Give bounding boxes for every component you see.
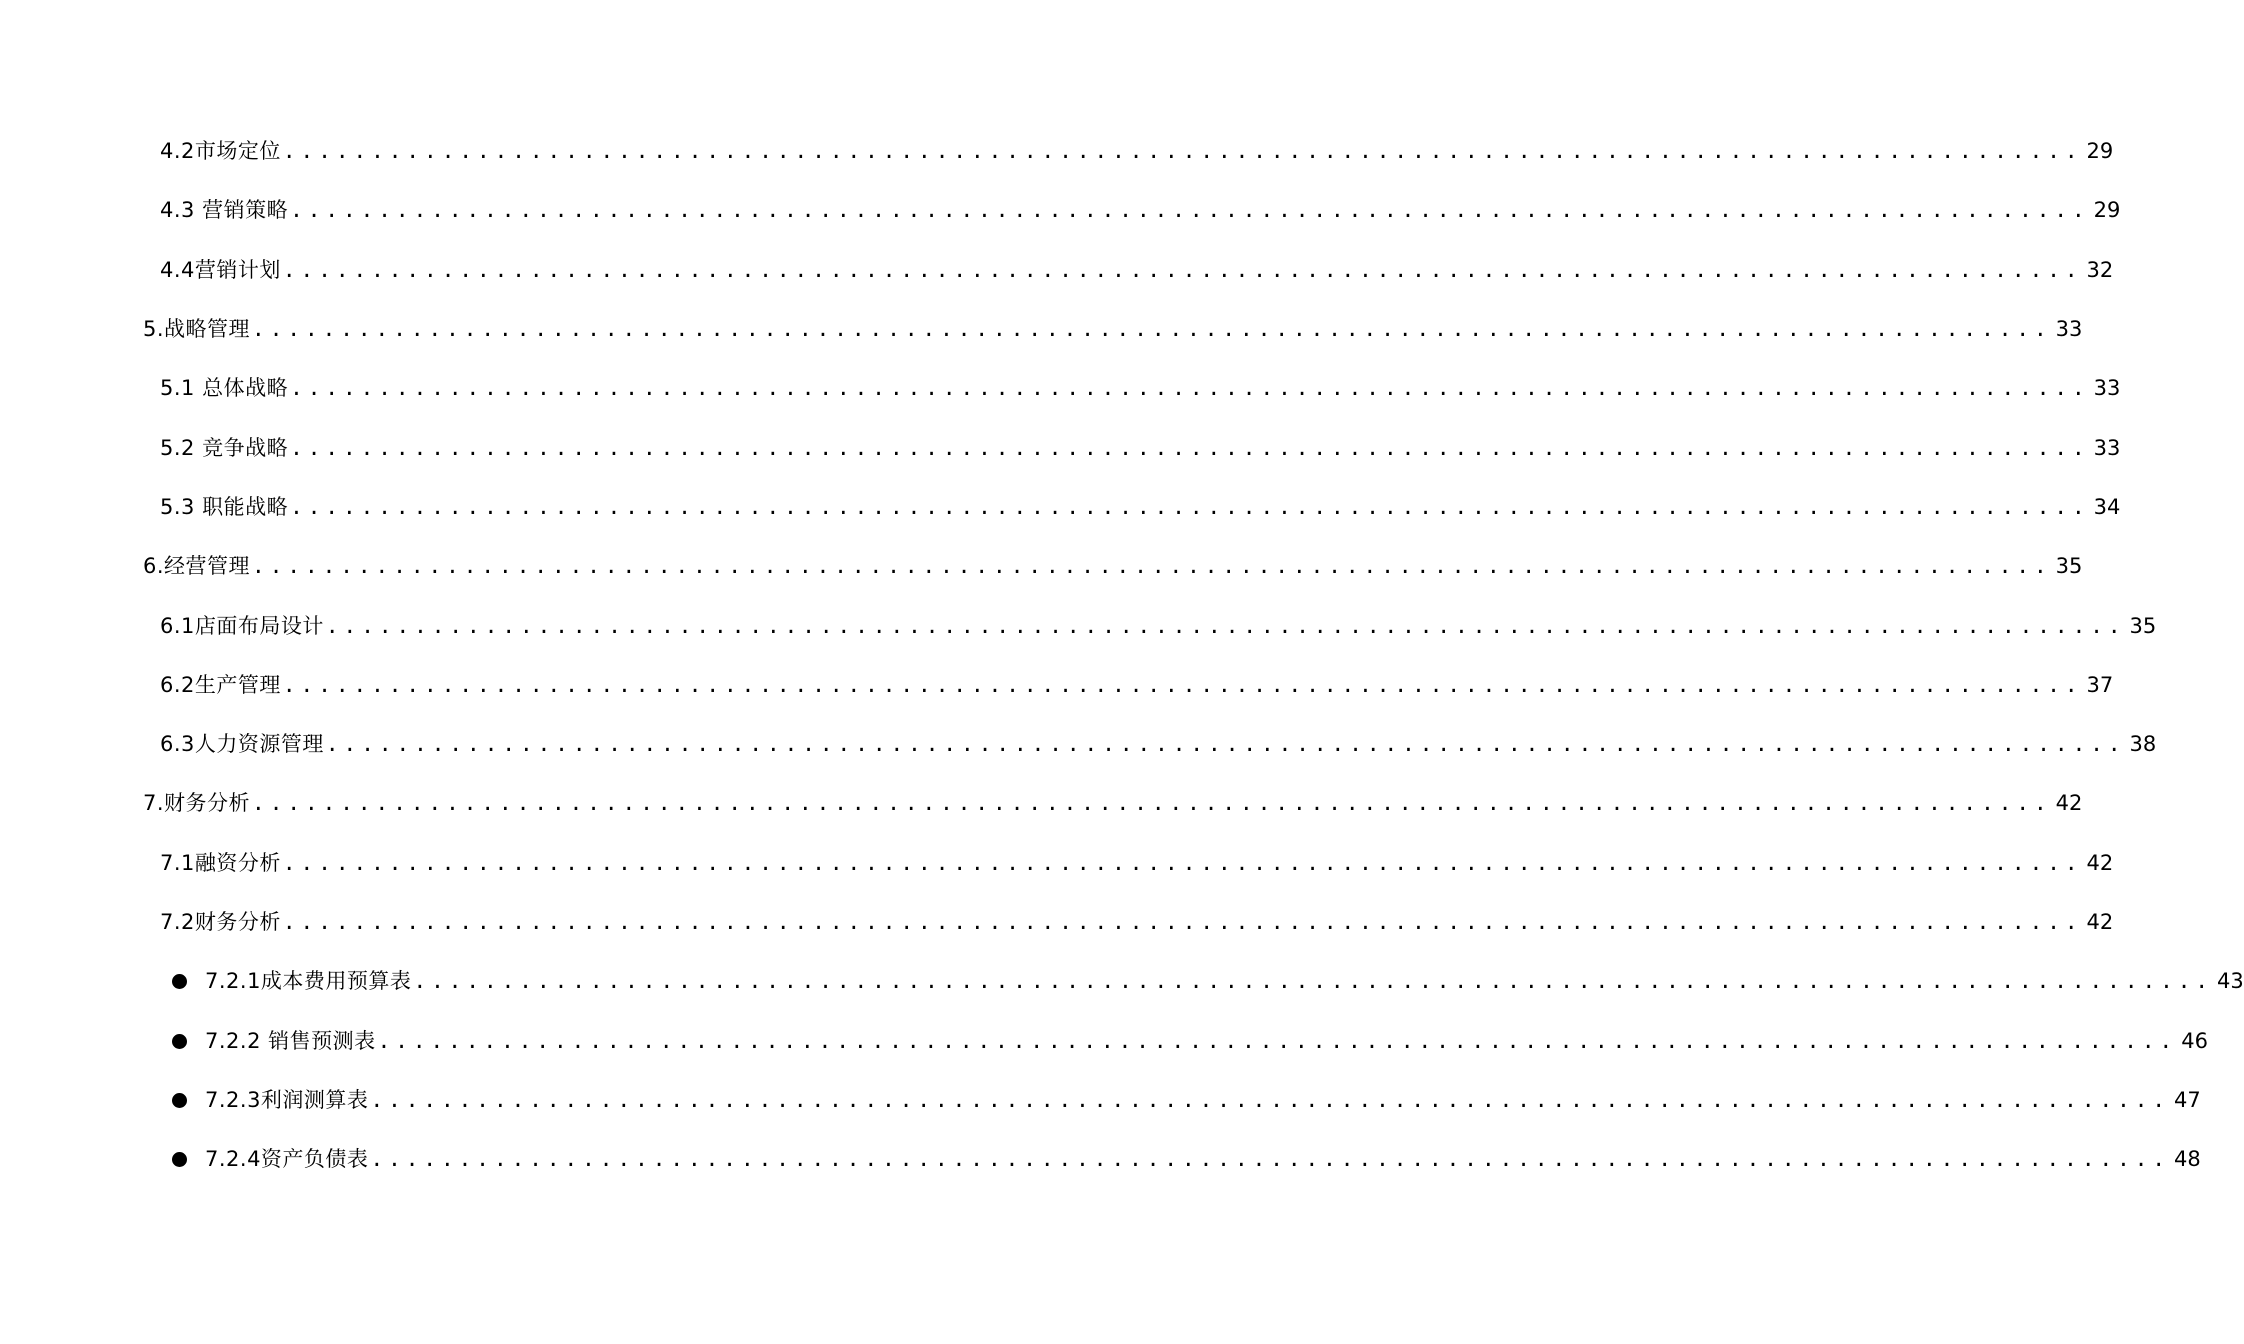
table-of-contents [0, 122, 2244, 1189]
toc-entry-title: 5.2 竞争战略 [160, 435, 289, 460]
toc-page-number: 34 [2093, 494, 2121, 519]
toc-entry-title: 6.经营管理 [143, 554, 251, 579]
toc-entry[interactable] [0, 715, 2157, 774]
toc-entry[interactable] [0, 122, 2114, 181]
bullet-icon [172, 1034, 187, 1049]
dot-leader: ...................................................................................................... [252, 317, 2052, 342]
toc-entry[interactable] [0, 478, 2121, 537]
toc-page-number: 47 [2174, 1087, 2201, 1112]
bullet-icon [172, 974, 187, 989]
toc-page-number: 37 [2086, 672, 2114, 697]
toc-entry-title: 4.3 营销策略 [160, 198, 289, 223]
toc-entry[interactable] [0, 359, 2121, 418]
toc-entry-title: 6.3人力资源管理 [160, 732, 324, 757]
toc-entry[interactable] [0, 834, 2114, 893]
toc-entry[interactable] [0, 418, 2121, 477]
toc-page-number: 46 [2181, 1028, 2208, 1053]
toc-entry[interactable] [0, 774, 2083, 833]
dot-leader: ...................................................................................................... [325, 613, 2126, 638]
dot-leader: ...................................................................................................... [290, 494, 2090, 519]
toc-entry-title: 7.2.2 销售预测表 [205, 1028, 376, 1053]
toc-entry-title: 7.2.4资产负债表 [205, 1147, 369, 1172]
toc-entry[interactable] [0, 893, 2114, 952]
dot-leader: ...................................................................................................... [413, 969, 2214, 994]
toc-entry-title: 7.2财务分析 [160, 910, 281, 934]
toc-page-number: 43 [2217, 969, 2244, 994]
dot-leader: ...................................................................................................... [370, 1087, 2171, 1112]
toc-entry[interactable] [0, 596, 2157, 655]
bullet-icon [172, 1093, 187, 1108]
toc-entry[interactable] [0, 300, 2083, 359]
toc-page-number: 32 [2086, 257, 2114, 282]
toc-entry-title: 6.1店面布局设计 [160, 613, 324, 638]
toc-entry[interactable] [0, 1011, 2208, 1070]
toc-page-number: 42 [2086, 910, 2114, 934]
toc-entry-title: 4.2市场定位 [160, 139, 281, 164]
dot-leader: ...................................................................................................... [282, 850, 2083, 875]
dot-leader: ...................................................................................................... [377, 1028, 2178, 1053]
dot-leader: ...................................................................................................... [370, 1147, 2171, 1172]
dot-leader: ...................................................................................................... [252, 791, 2052, 816]
toc-page-number: 33 [2055, 317, 2083, 342]
toc-entry-title: 7.2.1成本费用预算表 [205, 969, 412, 994]
toc-entry-title: 5.3 职能战略 [160, 494, 289, 519]
dot-leader: ...................................................................................................... [325, 732, 2126, 757]
toc-page-number: 42 [2055, 791, 2083, 816]
toc-page-number: 29 [2093, 198, 2121, 223]
toc-entry-title: 7.1融资分析 [160, 850, 281, 875]
toc-entry[interactable] [0, 1071, 2201, 1130]
toc-entry-title: 6.2生产管理 [160, 672, 281, 697]
toc-page-number: 42 [2086, 850, 2114, 875]
toc-entry[interactable] [0, 241, 2114, 300]
toc-page-number: 33 [2093, 435, 2121, 460]
toc-entry-title: 5.1 总体战略 [160, 376, 289, 401]
toc-entry[interactable] [0, 181, 2121, 240]
dot-leader: ...................................................................................................... [252, 554, 2052, 579]
toc-entry-title: 5.战略管理 [143, 317, 251, 342]
toc-entry-title: 7.2.3利润测算表 [205, 1087, 369, 1112]
toc-entry[interactable] [0, 952, 2244, 1011]
dot-leader: ...................................................................................................... [290, 198, 2090, 223]
toc-page-number: 29 [2086, 139, 2114, 164]
bullet-icon [172, 1152, 187, 1167]
dot-leader: ...................................................................................................... [290, 435, 2090, 460]
toc-page-number: 35 [2129, 613, 2157, 638]
dot-leader: ...................................................................................................... [282, 139, 2083, 164]
dot-leader: ...................................................................................................... [282, 257, 2083, 282]
toc-entry[interactable] [0, 656, 2114, 715]
dot-leader: ...................................................................................................... [290, 376, 2090, 401]
toc-entry-title: 7.财务分析 [143, 791, 251, 816]
toc-page-number: 48 [2174, 1147, 2201, 1172]
toc-entry[interactable] [0, 537, 2083, 596]
toc-entry[interactable] [0, 1130, 2201, 1189]
dot-leader: ...................................................................................................... [282, 910, 2083, 934]
toc-page-number: 33 [2093, 376, 2121, 401]
dot-leader: ...................................................................................................... [282, 672, 2083, 697]
toc-page-number: 35 [2055, 554, 2083, 579]
toc-page-number: 38 [2129, 732, 2157, 757]
toc-entry-title: 4.4营销计划 [160, 257, 281, 282]
